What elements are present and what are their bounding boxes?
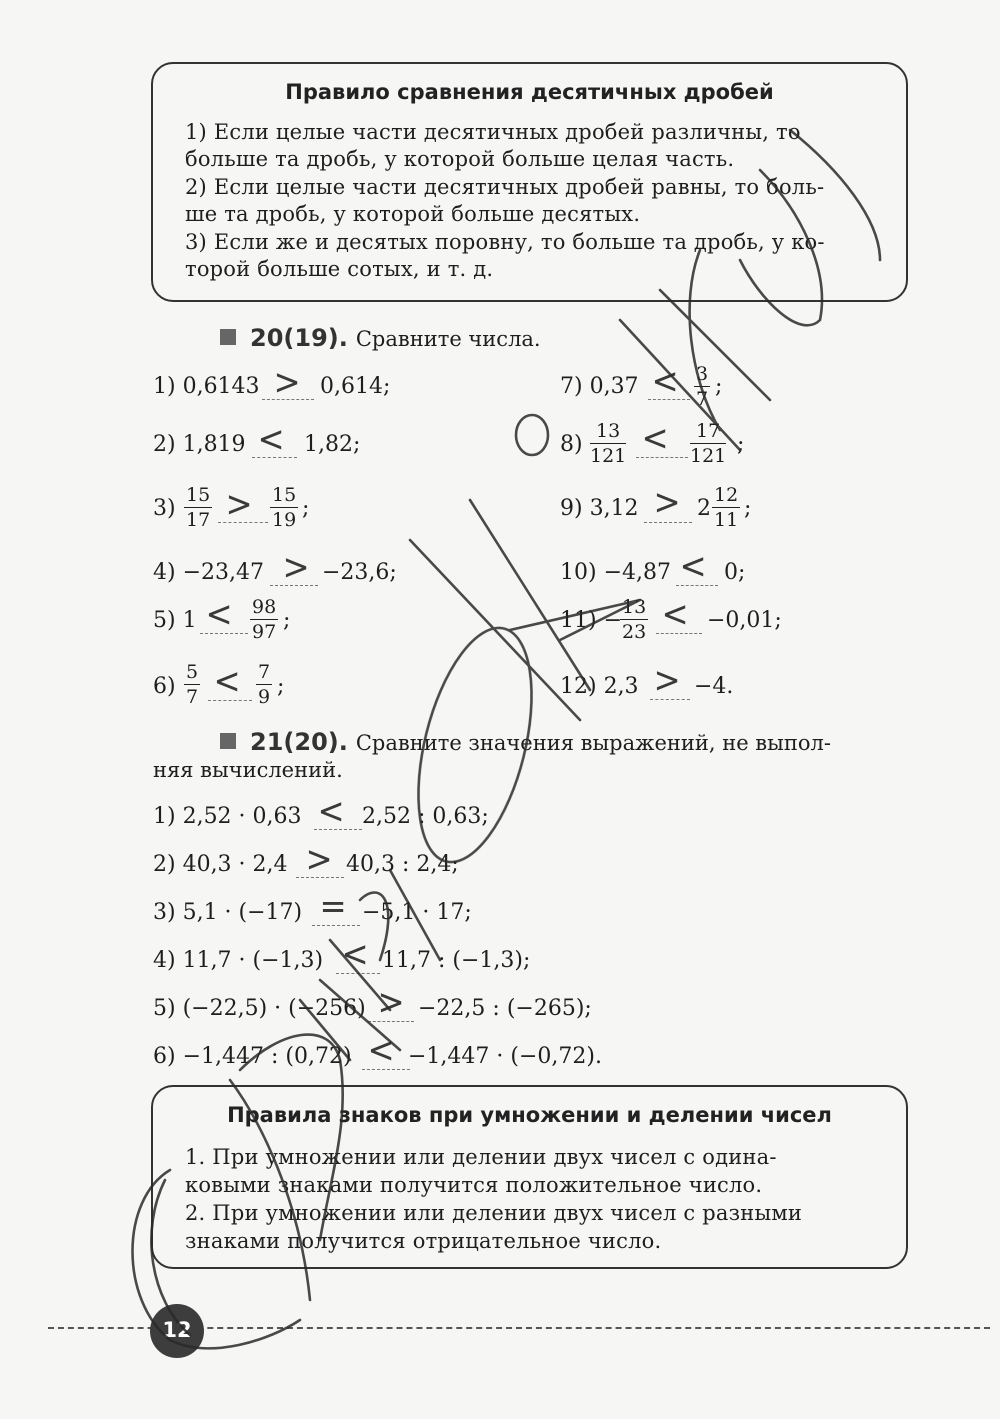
fraction: $\frac{5}{7}$ — [186, 661, 199, 708]
rule-line: знаками получится отрицательное число. — [185, 1229, 662, 1253]
ex20-item-3-end: ; — [302, 496, 310, 521]
exercise-21-header — [220, 728, 831, 756]
handwritten-answer: > — [653, 660, 681, 701]
ex20-item-5: 5) 1 — [153, 608, 197, 633]
ex20-item-11: 11) − — [560, 608, 623, 633]
ex21-item-4: 4) 11,7 · (−1,3) — [153, 948, 324, 973]
handwritten-answer: > — [282, 547, 310, 588]
handwritten-answer: > — [273, 362, 301, 403]
ex20-item-9: 9) 3,12 — [560, 496, 639, 521]
fraction: $\frac{7}{9}$ — [258, 661, 271, 708]
handwritten-answer: < — [679, 546, 707, 587]
ex21-item-1: 1) 2,52 · 0,63 — [153, 804, 302, 829]
fraction: $\frac{98}{97}$ — [252, 596, 277, 643]
handwritten-answer: = — [319, 886, 347, 927]
ex20-item-10-rhs: 0; — [724, 560, 746, 585]
exercise-number: 20(19). — [250, 324, 348, 352]
exercise-instruction: Сравните значения выражений, не выпол- — [355, 731, 831, 755]
ex20-item-1-rhs: 0,614; — [320, 374, 391, 399]
ex21-item-6: 6) −1,447 : (0,72) — [153, 1044, 352, 1069]
bullet-square-icon — [220, 329, 236, 345]
page-number: 12 — [150, 1304, 204, 1358]
fraction: $\frac{15}{17}$ — [186, 484, 211, 531]
ex21-item-1-rhs: 2,52 : 0,63; — [362, 804, 489, 829]
rule-line: 2. При умножении или делении двух чисел с разными — [185, 1201, 803, 1225]
exercise-number: 21(20). — [250, 728, 348, 756]
rule-box-sign-rules — [151, 1085, 908, 1269]
ex20-item-5-end: ; — [283, 608, 291, 633]
handwritten-answer: > — [377, 982, 405, 1023]
rule-title: Правило сравнения десятичных дробей — [285, 80, 774, 104]
handwritten-answer: > — [653, 482, 681, 523]
fraction: $\frac{13}{23}$ — [622, 596, 647, 643]
rule-line: 3) Если же и десятых поровну, то больше та дробь, у ко- — [185, 230, 825, 254]
rule-line: ше та дробь, у которой больше десятых. — [185, 202, 641, 226]
ex20-item-12: 12) 2,3 — [560, 674, 639, 699]
exercise-20-header — [220, 324, 541, 352]
ex20-item-11-rhs: −0,01; — [707, 608, 782, 633]
rule-box-decimal-comparison — [151, 62, 908, 302]
ex20-item-12-rhs: −4. — [694, 674, 734, 699]
exercise-instruction: Сравните числа. — [355, 327, 541, 351]
handwritten-answer: > — [225, 484, 253, 525]
rule-line: торой больше сотых, и т. д. — [185, 257, 494, 281]
ex20-item-9-end: ; — [744, 496, 752, 521]
ex20-item-2: 2) 1,819 — [153, 432, 246, 457]
ex20-item-2-rhs: 1,82; — [304, 432, 361, 457]
ex21-item-5-rhs: −22,5 : (−265); — [418, 996, 592, 1021]
handwritten-answer: < — [213, 661, 241, 702]
handwritten-answer: < — [257, 419, 285, 460]
ex21-item-6-rhs: −1,447 · (−0,72). — [408, 1044, 602, 1069]
fraction: $\frac{12}{11}$ — [714, 484, 739, 531]
ex21-item-3: 3) 5,1 · (−17) — [153, 900, 303, 925]
handwritten-answer: < — [205, 594, 233, 635]
rule-line: ковыми знаками получится положительное число. — [185, 1173, 763, 1197]
ex20-item-8-end: ; — [737, 432, 745, 457]
handwritten-answer: < — [661, 594, 689, 635]
fraction: $\frac{15}{19}$ — [272, 484, 297, 531]
ex20-item-6: 6) — [153, 674, 176, 699]
handwritten-answer: < — [641, 418, 669, 459]
fraction: $\frac{13}{121}$ — [590, 420, 627, 467]
rule-title: Правила знаков при умножении и делении чисел — [227, 1103, 832, 1127]
ex21-item-5: 5) (−22,5) · (−256) — [153, 996, 366, 1021]
exercise-21-instruction-cont: няя вычислений. — [153, 758, 343, 782]
ex20-item-3: 3) — [153, 496, 176, 521]
handwritten-answer: < — [341, 934, 369, 975]
handwritten-answer: < — [651, 361, 679, 402]
ex20-item-1: 1) 0,6143 — [153, 374, 260, 399]
ex20-item-7: 7) 0,37 — [560, 374, 639, 399]
rule-line: 2) Если целые части десятичных дробей равны, то боль- — [185, 175, 825, 199]
ex21-item-3-rhs: −5,1 · 17; — [362, 900, 472, 925]
ex20-item-6-end: ; — [277, 674, 285, 699]
rule-line: больше та дробь, у которой больше целая часть. — [185, 147, 735, 171]
ex20-item-10: 10) −4,87 — [560, 560, 671, 585]
ex20-item-4-rhs: −23,6; — [322, 560, 397, 585]
ex20-item-9-whole: 2 — [697, 496, 711, 521]
ex20-item-7-end: ; — [715, 374, 723, 399]
ex21-item-2: 2) 40,3 · 2,4 — [153, 852, 288, 877]
fraction: $\frac{3}{7}$ — [696, 363, 709, 410]
bullet-square-icon — [220, 733, 236, 749]
ex20-item-4: 4) −23,47 — [153, 560, 264, 585]
handwritten-answer: < — [367, 1030, 395, 1071]
ex20-item-8: 8) — [560, 432, 583, 457]
ex21-item-4-rhs: 11,7 : (−1,3); — [382, 948, 531, 973]
fraction: $\frac{17}{121}$ — [690, 420, 727, 467]
rule-line: 1. При умножении или делении двух чисел с одина- — [185, 1145, 777, 1169]
ex21-item-2-rhs: 40,3 : 2,4; — [346, 852, 459, 877]
rule-line: 1) Если целые части десятичных дробей различны, то — [185, 120, 801, 144]
handwritten-answer: < — [317, 791, 345, 832]
handwritten-answer: > — [305, 839, 333, 880]
